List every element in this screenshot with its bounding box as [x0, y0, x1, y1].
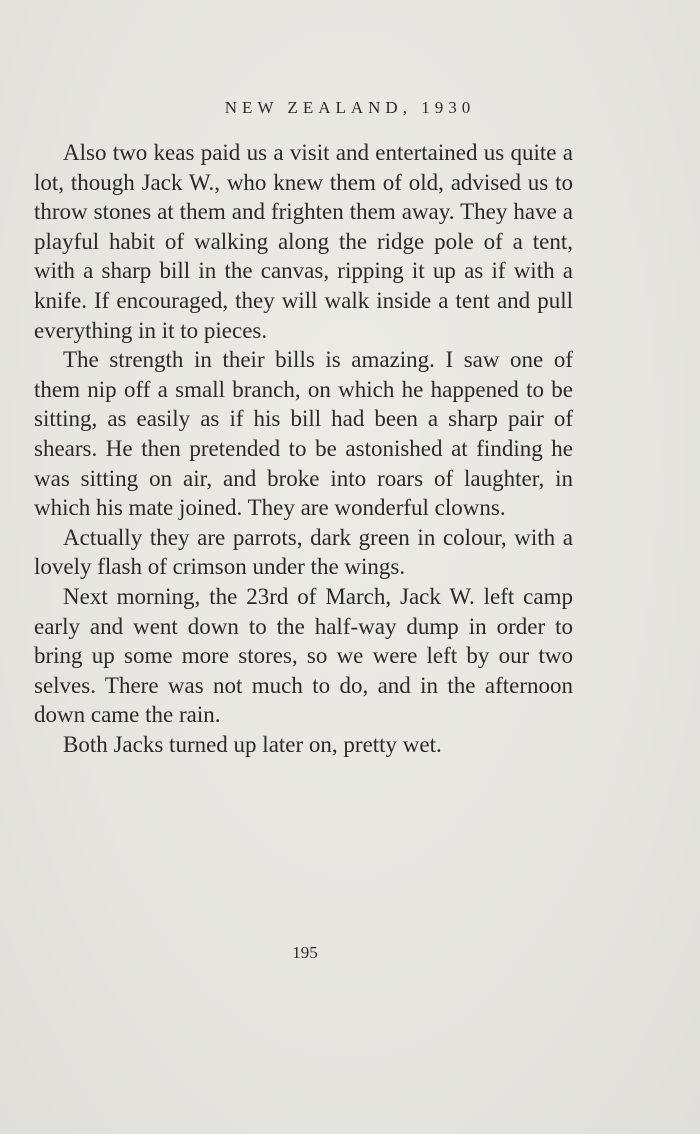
- paragraph: Both Jacks turned up later on, pretty wet.: [63, 731, 442, 757]
- paragraph: Also two keas paid us a visit and entertained us quite a lot, though Jack W., who knew them of old, advised us to throw stones at them and frighten them away. They have a playful habit of walking along the ridge pole of a tent, with a sharp bill in the canvas, ripping it up as if with a knife. If encouraged, they will walk inside a tent and pull everything in it to pieces.: [34, 140, 573, 343]
- body-text: [34, 138, 573, 759]
- page-number: 195: [292, 943, 318, 962]
- paragraph: Next morning, the 23rd of March, Jack W. left camp early and went down to the half-way dump in order to bring up some more stores, so we were left by our two selves. There was not much to do, and in the afternoon down came the rain.: [34, 583, 573, 728]
- running-head: NEW ZEALAND, 1930: [224, 98, 476, 117]
- paragraph: The strength in their bills is amazing. I saw one of them nip off a small branch, on which he happened to be sitting, as easily as if his bill had been a sharp pair of shears. He then pretended to be astonished at finding he was sitting on air, and broke into roars of laughter, in which his mate joined. They are wonderful clowns.: [34, 347, 573, 521]
- paragraph: Actually they are parrots, dark green in colour, with a lovely flash of crimson under the wings.: [34, 524, 573, 580]
